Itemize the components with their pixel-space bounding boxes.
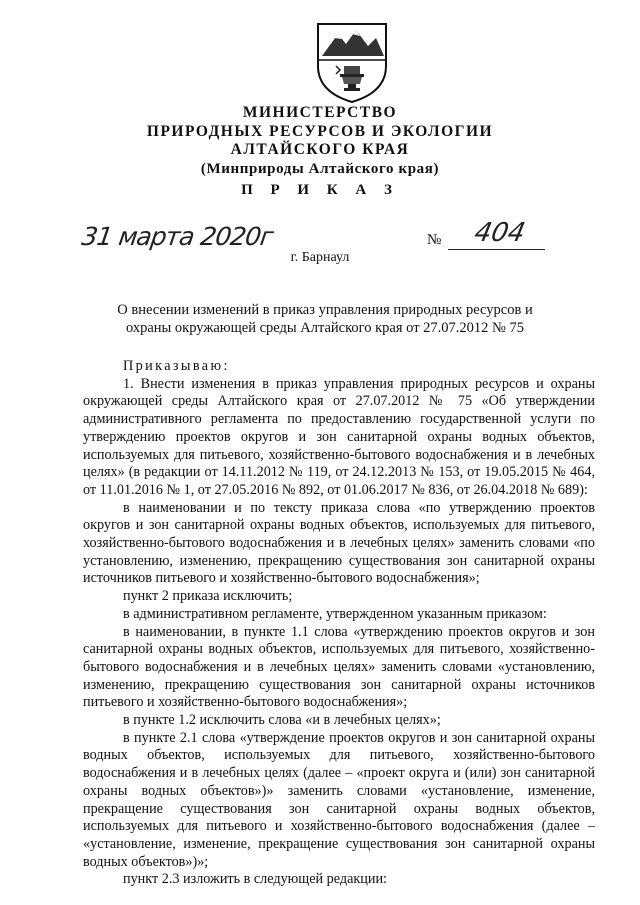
handwritten-number: 404 bbox=[471, 218, 528, 248]
header-line-1: МИНИСТЕРСТВО bbox=[242, 104, 398, 121]
header-line-3: АЛТАЙСКОГО КРАЯ bbox=[230, 141, 410, 158]
paragraph-8: пункт 2.3 изложить в следующей редакции: bbox=[123, 871, 387, 888]
coat-of-arms-emblem bbox=[314, 20, 390, 104]
city: г. Барнаул bbox=[290, 250, 350, 265]
paragraph-5: в наименовании, в пункте 1.1 слова «утверждению проектов округов и зон санитарной охраны водных объектов, используемых для питьевого, хозяйственно-бытового водоснабжения и в лечебных целях» заменить словами «установлению, изменению, прекращению существования зон санитарной охраны источников питьевого и хозяйственно-бытового водоснабжения»; bbox=[83, 623, 595, 711]
paragraph-3: пункт 2 приказа исключить; bbox=[123, 588, 293, 605]
paragraph-6: в пункте 1.2 исключить слова «и в лечебных целях»; bbox=[123, 712, 441, 729]
number-label: № bbox=[427, 232, 442, 248]
paragraph-4: в административном регламенте, утвержденном указанным приказом: bbox=[123, 605, 547, 622]
ministry-header bbox=[0, 104, 640, 178]
order-body bbox=[83, 358, 595, 889]
header-line-4: (Минприроды Алтайского края) bbox=[200, 160, 440, 177]
paragraph-7: в пункте 2.1 слова «утверждение проектов округов и зон санитарной охраны водных объектов, используемых для питьевого, хозяйственно-бытового водоснабжения и в лечебных целях (далее – «проект округа и (или) зон санитарной охраны водных объектов»)» заменить словами «установление, изменение, прекращение существования зон санитарной охраны водных объектов, используемых для питьевого и хозяйственно-бытового водоснабжения (далее – «установление, изменение, прекращение существования зон санитарной охраны водных объектов»)»; bbox=[83, 729, 595, 870]
order-subject: О внесении изменений в приказ управления природных ресурсов и охраны окружающей среды Алтайского края от 27.07.2012 № 75 bbox=[117, 302, 533, 336]
order-word: Приказываю: bbox=[123, 358, 230, 374]
header-line-2: ПРИРОДНЫХ РЕСУРСОВ И ЭКОЛОГИИ bbox=[146, 122, 494, 140]
paragraph-2: в наименовании и по тексту приказа слова «по утверждению проектов округов и зон санитарной охраны водных объектов, используемых для питьевого, хозяйственно-бытового водоснабжения и в лечебных целях» заменить словами «по установлению, изменению, прекращению существования зон санитарной охраны источников питьевого и хозяйственно-бытового водоснабжения»; bbox=[83, 499, 595, 587]
order-title: П Р И К А З bbox=[241, 182, 399, 198]
paragraph-1: 1. Внести изменения в приказ управления природных ресурсов и охраны окружающей среды Алтайского края от 27.07.2012 № 75 «Об утверждении административного регламента по предоставлению государственной услуги по утверждению проектов округов и зон санитарной охраны водных объектов, используемых для питьевого, хозяйственно-бытового водоснабжения и в лечебных целях» (в редакции от 14.11.2012 № 119, от 24.12.2013 № 153, от 19.05.2015 № 464, от 11.01.2016 № 1, от 27.05.2016 № 892, от 01.06.2017 № 836, от 26.04.2018 № 689): bbox=[83, 375, 595, 498]
handwritten-date: 31 марта 2020г bbox=[79, 222, 275, 251]
